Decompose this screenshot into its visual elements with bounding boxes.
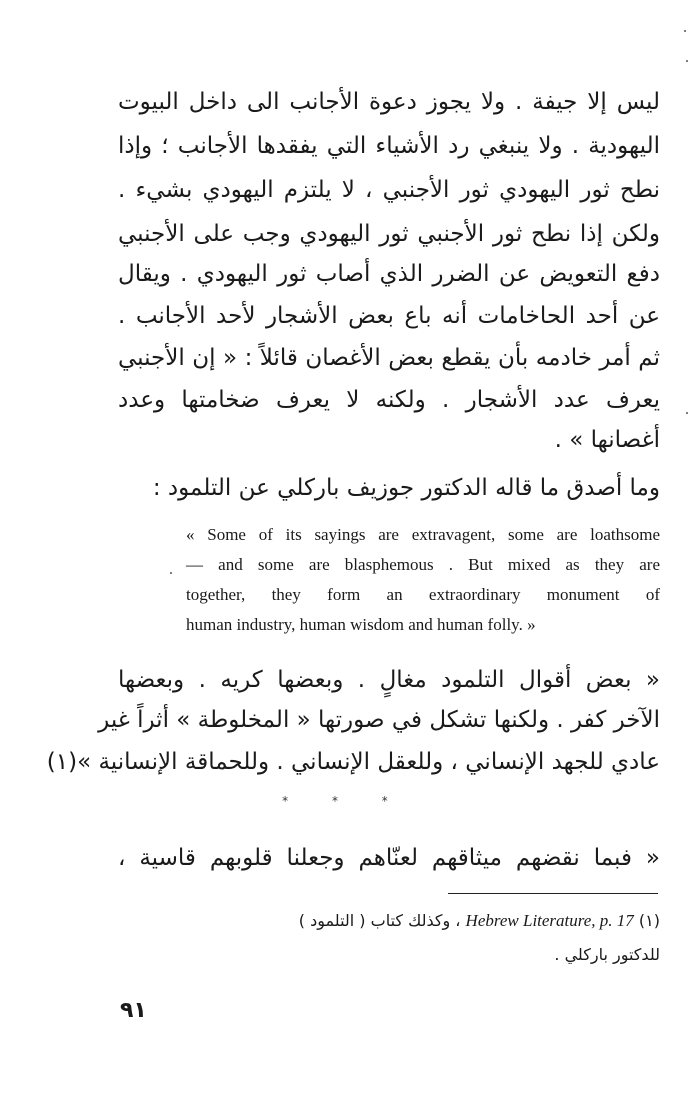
- english-quote-line-3: together, they form an extraordinary monument of: [186, 585, 660, 604]
- translation-line-3: عادي للجهد الإنساني ، وللعقل الإنساني . وللحماقة الإنسانية »(١): [46, 749, 660, 775]
- paragraph-1-line-9: أغصانها » .: [554, 427, 660, 453]
- paragraph-2: وما أصدق ما قاله الدكتور جوزيف باركلي عن التلمود :: [152, 475, 660, 501]
- paragraph-1-line-2: اليهودية . ولا ينبغي رد الأشياء التي يفقدها الأجانب ؛ وإذا: [118, 133, 660, 159]
- footnote-marker: (١): [638, 911, 660, 930]
- english-quote-line-2: — and some are blasphemous . But mixed as they are: [186, 555, 660, 574]
- section-separator: * * *: [282, 794, 408, 808]
- paragraph-1-line-4: ولكن إذا نطح ثور الأجنبي ثور اليهودي وجب على الأجنبي: [118, 221, 660, 247]
- translation-line-2: الآخر كفر . ولكنها تشكل في صورتها « المخلوطة » أثراً غير: [98, 707, 660, 733]
- footnote-line-1: [118, 906, 660, 936]
- scan-mark: [684, 30, 686, 32]
- english-quote: [186, 520, 660, 640]
- english-quote-line-1: « Some of its sayings are extravagent, some are loathsome: [186, 525, 660, 544]
- paragraph-1-line-7: ثم أمر خادمه بأن يقطع بعض الأغصان قائلاً : « إن الأجنبي: [118, 345, 660, 371]
- paragraph-1-line-6: عن أحد الحاخامات أنه باع بعض الأشجار لأحد الأجانب .: [118, 303, 660, 329]
- paragraph-1-line-5: دفع التعويض عن الضرر الذي أصاب ثور اليهودي . ويقال: [118, 261, 660, 287]
- scan-mark: [170, 572, 172, 574]
- scan-mark: [686, 60, 688, 62]
- footnote-rule: [448, 893, 658, 894]
- scan-mark: [686, 412, 688, 414]
- footnote-citation: Hebrew Literature, p. 17: [465, 911, 634, 930]
- quran-quote: « فبما نقضهم ميثاقهم لعنّاهم وجعلنا قلوبهم قاسية ،: [118, 845, 660, 871]
- paragraph-1-line-1: ليس إلا جيفة . ولا يجوز دعوة الأجانب الى داخل البيوت: [118, 89, 660, 115]
- page-number: ٩١: [120, 998, 147, 1023]
- english-quote-line-4: human industry, human wisdom and human folly. »: [186, 615, 536, 634]
- translation-line-1: « بعض أقوال التلمود مغالٍ . وبعضها كريه . وبعضها: [118, 667, 660, 693]
- footnote-line-2: للدكتور باركلي .: [554, 945, 660, 964]
- footnote-text: ، وكذلك كتاب ( التلمود ): [298, 911, 461, 930]
- paragraph-1-line-3: نطح ثور اليهودي ثور الأجنبي ، لا يلتزم اليهودي بشيء .: [118, 177, 660, 203]
- paragraph-1-line-8: يعرف عدد الأشجار . ولكنه لا يعرف ضخامتها وعدد: [118, 387, 660, 413]
